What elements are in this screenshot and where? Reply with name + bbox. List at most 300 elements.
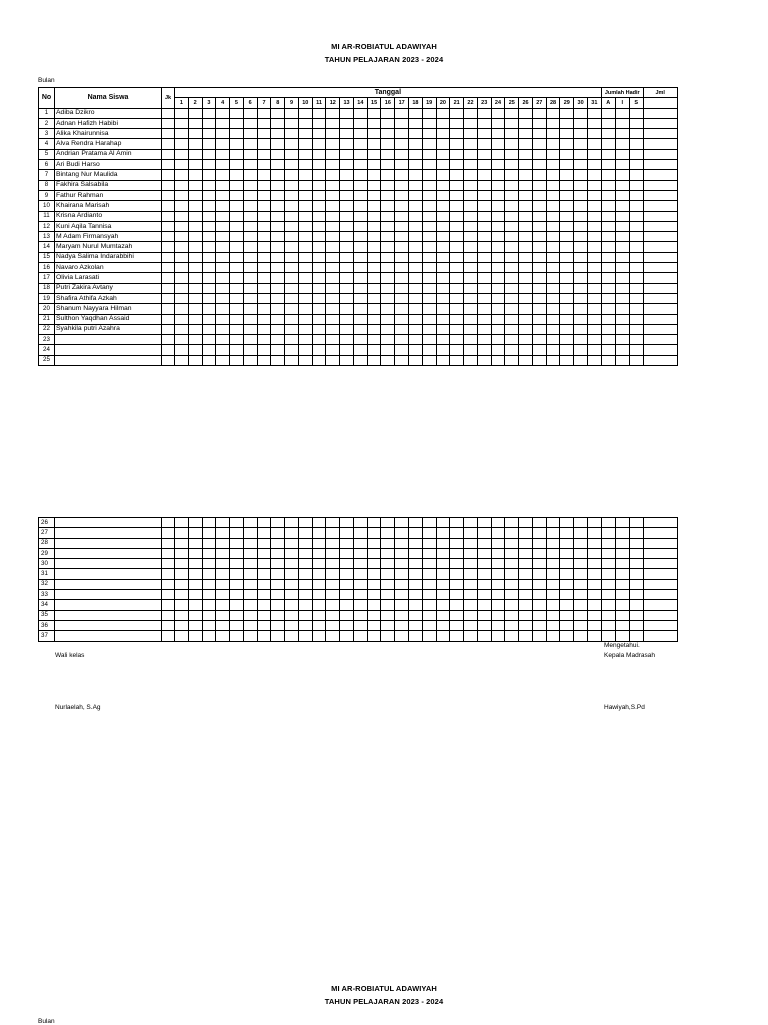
day-header: 28 <box>546 98 560 108</box>
day-cell <box>491 304 505 314</box>
day-cell <box>532 304 546 314</box>
day-cell <box>546 160 560 170</box>
day-cell <box>216 139 230 149</box>
day-cell <box>560 232 574 242</box>
day-cell <box>422 201 436 211</box>
day-cell <box>381 324 395 334</box>
day-cell <box>436 242 450 252</box>
day-cell <box>326 283 340 293</box>
day-cell <box>216 345 230 355</box>
day-cell <box>505 149 519 159</box>
day-cell <box>175 600 189 610</box>
day-cell <box>326 355 340 365</box>
day-cell <box>395 518 409 528</box>
gender-cell <box>162 118 175 128</box>
day-cell <box>257 242 271 252</box>
day-cell <box>532 314 546 324</box>
day-cell <box>587 263 601 273</box>
total-cell <box>601 293 615 303</box>
day-cell <box>560 335 574 345</box>
day-cell <box>230 324 244 334</box>
day-cell <box>340 335 354 345</box>
total-cell <box>629 355 643 365</box>
day-cell <box>560 559 574 569</box>
day-cell <box>395 211 409 221</box>
day-cell <box>450 304 464 314</box>
day-cell <box>243 273 257 283</box>
day-cell <box>464 232 478 242</box>
day-cell <box>271 355 285 365</box>
day-cell <box>395 600 409 610</box>
day-cell <box>202 273 216 283</box>
day-cell <box>202 345 216 355</box>
day-cell <box>505 211 519 221</box>
day-cell <box>230 252 244 262</box>
total-cell <box>601 263 615 273</box>
day-cell <box>230 118 244 128</box>
day-cell <box>395 139 409 149</box>
student-name: Khairana Marisah <box>55 201 162 211</box>
day-cell <box>546 569 560 579</box>
day-cell <box>340 569 354 579</box>
day-cell <box>477 293 491 303</box>
day-cell <box>587 600 601 610</box>
jml-cell <box>643 314 677 324</box>
gender-cell <box>162 273 175 283</box>
day-cell <box>519 538 533 548</box>
jml-cell <box>643 518 677 528</box>
day-cell <box>450 139 464 149</box>
day-cell <box>326 118 340 128</box>
day-cell <box>285 190 299 200</box>
day-cell <box>464 170 478 180</box>
day-cell <box>188 160 202 170</box>
day-cell <box>312 139 326 149</box>
day-cell <box>560 221 574 231</box>
day-cell <box>175 538 189 548</box>
day-cell <box>519 129 533 139</box>
day-cell <box>395 293 409 303</box>
day-cell <box>587 631 601 641</box>
table-row <box>39 335 678 345</box>
total-cell <box>629 600 643 610</box>
row-number: 16 <box>39 263 55 273</box>
row-number: 31 <box>39 569 55 579</box>
day-cell <box>271 304 285 314</box>
jml-cell <box>643 211 677 221</box>
total-cell <box>601 283 615 293</box>
day-cell <box>409 548 423 558</box>
day-cell <box>491 232 505 242</box>
day-cell <box>574 518 588 528</box>
day-cell <box>340 118 354 128</box>
day-cell <box>560 518 574 528</box>
day-cell <box>532 190 546 200</box>
day-cell <box>216 559 230 569</box>
day-cell <box>175 590 189 600</box>
day-cell <box>409 149 423 159</box>
day-cell <box>243 355 257 365</box>
day-cell <box>395 335 409 345</box>
day-cell <box>560 139 574 149</box>
day-cell <box>188 170 202 180</box>
day-cell <box>436 263 450 273</box>
day-cell <box>175 160 189 170</box>
day-cell <box>353 620 367 630</box>
day-cell <box>230 304 244 314</box>
day-cell <box>477 590 491 600</box>
day-header: 24 <box>491 98 505 108</box>
day-cell <box>326 569 340 579</box>
day-cell <box>546 129 560 139</box>
day-cell <box>353 273 367 283</box>
day-cell <box>202 293 216 303</box>
day-cell <box>230 528 244 538</box>
day-cell <box>574 108 588 118</box>
day-cell <box>477 118 491 128</box>
student-name: Fakhira Salsabila <box>55 180 162 190</box>
gender-cell <box>162 538 175 548</box>
day-cell <box>271 293 285 303</box>
day-cell <box>409 232 423 242</box>
day-cell <box>175 579 189 589</box>
day-cell <box>519 518 533 528</box>
day-cell <box>271 559 285 569</box>
day-cell <box>519 600 533 610</box>
day-cell <box>532 610 546 620</box>
table-row <box>39 590 678 600</box>
day-cell <box>450 579 464 589</box>
day-cell <box>257 324 271 334</box>
day-cell <box>271 139 285 149</box>
day-cell <box>409 345 423 355</box>
day-cell <box>532 345 546 355</box>
day-cell <box>202 263 216 273</box>
day-cell <box>464 263 478 273</box>
day-cell <box>491 620 505 630</box>
day-cell <box>367 180 381 190</box>
gender-cell <box>162 108 175 118</box>
day-cell <box>450 201 464 211</box>
row-number: 1 <box>39 108 55 118</box>
day-cell <box>587 273 601 283</box>
day-cell <box>436 160 450 170</box>
day-cell <box>257 355 271 365</box>
day-cell <box>175 129 189 139</box>
day-cell <box>491 538 505 548</box>
day-cell <box>285 528 299 538</box>
day-cell <box>285 108 299 118</box>
day-cell <box>257 590 271 600</box>
day-cell <box>464 590 478 600</box>
day-cell <box>381 345 395 355</box>
day-cell <box>230 590 244 600</box>
day-cell <box>216 590 230 600</box>
day-cell <box>505 518 519 528</box>
total-cell <box>615 569 629 579</box>
day-cell <box>298 345 312 355</box>
day-cell <box>464 252 478 262</box>
day-cell <box>230 160 244 170</box>
jml-cell <box>643 160 677 170</box>
table-row <box>39 345 678 355</box>
gender-cell <box>162 190 175 200</box>
day-cell <box>464 345 478 355</box>
day-cell <box>257 129 271 139</box>
header-jumlah-hadir: Jumlah Hadir <box>601 88 643 98</box>
table-row <box>39 232 678 242</box>
day-header: 14 <box>353 98 367 108</box>
day-cell <box>546 293 560 303</box>
total-cell <box>601 160 615 170</box>
table-row <box>39 118 678 128</box>
day-cell <box>381 518 395 528</box>
total-cell <box>601 190 615 200</box>
day-cell <box>367 211 381 221</box>
day-cell <box>560 118 574 128</box>
day-cell <box>464 190 478 200</box>
day-cell <box>216 610 230 620</box>
day-cell <box>243 283 257 293</box>
day-cell <box>505 283 519 293</box>
day-cell <box>367 345 381 355</box>
total-cell <box>601 355 615 365</box>
day-cell <box>188 221 202 231</box>
student-name <box>55 518 162 528</box>
day-cell <box>560 242 574 252</box>
gender-cell <box>162 324 175 334</box>
day-cell <box>271 548 285 558</box>
day-cell <box>175 559 189 569</box>
day-cell <box>326 559 340 569</box>
day-cell <box>257 160 271 170</box>
day-cell <box>409 620 423 630</box>
day-cell <box>285 201 299 211</box>
day-cell <box>546 190 560 200</box>
day-cell <box>367 579 381 589</box>
code-header: I <box>615 98 629 108</box>
total-cell <box>601 528 615 538</box>
row-number: 28 <box>39 538 55 548</box>
day-cell <box>243 538 257 548</box>
day-cell <box>216 283 230 293</box>
day-cell <box>175 355 189 365</box>
day-cell <box>175 232 189 242</box>
day-cell <box>326 221 340 231</box>
day-cell <box>574 160 588 170</box>
total-cell <box>629 160 643 170</box>
day-cell <box>532 263 546 273</box>
day-cell <box>560 293 574 303</box>
gender-cell <box>162 170 175 180</box>
day-cell <box>532 631 546 641</box>
day-cell <box>546 108 560 118</box>
day-cell <box>450 324 464 334</box>
day-cell <box>436 620 450 630</box>
day-cell <box>560 201 574 211</box>
day-cell <box>477 129 491 139</box>
day-cell <box>367 221 381 231</box>
row-number: 12 <box>39 221 55 231</box>
day-cell <box>450 180 464 190</box>
student-name: Sulthon Yaqdhan Assaid <box>55 314 162 324</box>
day-cell <box>326 548 340 558</box>
day-header: 5 <box>230 98 244 108</box>
gender-cell <box>162 355 175 365</box>
day-header: 12 <box>326 98 340 108</box>
day-cell <box>560 569 574 579</box>
day-cell <box>353 190 367 200</box>
day-cell <box>340 242 354 252</box>
total-cell <box>629 242 643 252</box>
day-cell <box>202 149 216 159</box>
day-cell <box>422 610 436 620</box>
day-cell <box>175 139 189 149</box>
table-row <box>39 160 678 170</box>
total-cell <box>629 569 643 579</box>
day-cell <box>519 108 533 118</box>
day-cell <box>587 324 601 334</box>
day-cell <box>298 324 312 334</box>
day-cell <box>381 538 395 548</box>
total-cell <box>629 335 643 345</box>
day-cell <box>298 283 312 293</box>
table-row <box>39 190 678 200</box>
day-cell <box>230 201 244 211</box>
day-cell <box>216 221 230 231</box>
day-cell <box>436 304 450 314</box>
day-cell <box>395 170 409 180</box>
day-cell <box>532 620 546 630</box>
day-cell <box>422 293 436 303</box>
day-header: 8 <box>271 98 285 108</box>
day-cell <box>367 190 381 200</box>
day-cell <box>202 180 216 190</box>
day-cell <box>202 335 216 345</box>
total-cell <box>629 170 643 180</box>
row-number: 35 <box>39 610 55 620</box>
total-cell <box>629 528 643 538</box>
day-cell <box>326 160 340 170</box>
day-cell <box>477 324 491 334</box>
day-cell <box>409 304 423 314</box>
day-cell <box>395 180 409 190</box>
day-cell <box>560 355 574 365</box>
row-number: 18 <box>39 283 55 293</box>
day-cell <box>312 211 326 221</box>
day-cell <box>436 232 450 242</box>
day-cell <box>450 190 464 200</box>
day-cell <box>202 355 216 365</box>
total-cell <box>629 590 643 600</box>
day-cell <box>188 548 202 558</box>
day-cell <box>587 345 601 355</box>
day-cell <box>340 548 354 558</box>
day-cell <box>491 345 505 355</box>
day-cell <box>395 579 409 589</box>
day-cell <box>436 293 450 303</box>
day-cell <box>519 569 533 579</box>
day-header: 1 <box>175 98 189 108</box>
day-cell <box>381 528 395 538</box>
day-cell <box>175 273 189 283</box>
day-cell <box>409 221 423 231</box>
total-cell <box>601 304 615 314</box>
day-cell <box>285 149 299 159</box>
jml-cell <box>643 201 677 211</box>
day-cell <box>298 263 312 273</box>
total-cell <box>601 324 615 334</box>
table-row <box>39 221 678 231</box>
day-cell <box>381 335 395 345</box>
total-cell <box>601 170 615 180</box>
day-cell <box>312 149 326 159</box>
month-label: Bulan <box>38 77 55 84</box>
day-cell <box>312 129 326 139</box>
student-name: Adiba Dzikro <box>55 108 162 118</box>
day-cell <box>188 518 202 528</box>
day-cell <box>450 149 464 159</box>
gender-cell <box>162 129 175 139</box>
day-cell <box>381 149 395 159</box>
day-cell <box>546 345 560 355</box>
day-cell <box>326 139 340 149</box>
day-cell <box>422 590 436 600</box>
day-cell <box>367 631 381 641</box>
day-cell <box>491 252 505 262</box>
day-cell <box>546 538 560 548</box>
day-cell <box>587 559 601 569</box>
gender-cell <box>162 211 175 221</box>
day-cell <box>188 139 202 149</box>
day-cell <box>188 538 202 548</box>
day-cell <box>587 108 601 118</box>
row-number: 20 <box>39 304 55 314</box>
row-number: 14 <box>39 242 55 252</box>
day-cell <box>271 211 285 221</box>
day-cell <box>230 232 244 242</box>
day-cell <box>560 129 574 139</box>
day-cell <box>532 579 546 589</box>
day-cell <box>519 263 533 273</box>
day-cell <box>560 345 574 355</box>
day-cell <box>367 304 381 314</box>
day-cell <box>450 314 464 324</box>
row-number: 21 <box>39 314 55 324</box>
day-cell <box>367 548 381 558</box>
day-cell <box>519 149 533 159</box>
day-cell <box>243 314 257 324</box>
day-cell <box>587 283 601 293</box>
day-cell <box>505 569 519 579</box>
total-cell <box>615 620 629 630</box>
day-cell <box>367 518 381 528</box>
table-row <box>39 324 678 334</box>
day-cell <box>312 170 326 180</box>
day-cell <box>230 548 244 558</box>
day-cell <box>574 139 588 149</box>
day-cell <box>340 304 354 314</box>
day-cell <box>326 293 340 303</box>
table-row <box>39 149 678 159</box>
day-cell <box>422 283 436 293</box>
day-cell <box>519 345 533 355</box>
day-cell <box>243 242 257 252</box>
student-name <box>55 548 162 558</box>
total-cell <box>601 201 615 211</box>
day-cell <box>230 190 244 200</box>
day-cell <box>560 528 574 538</box>
